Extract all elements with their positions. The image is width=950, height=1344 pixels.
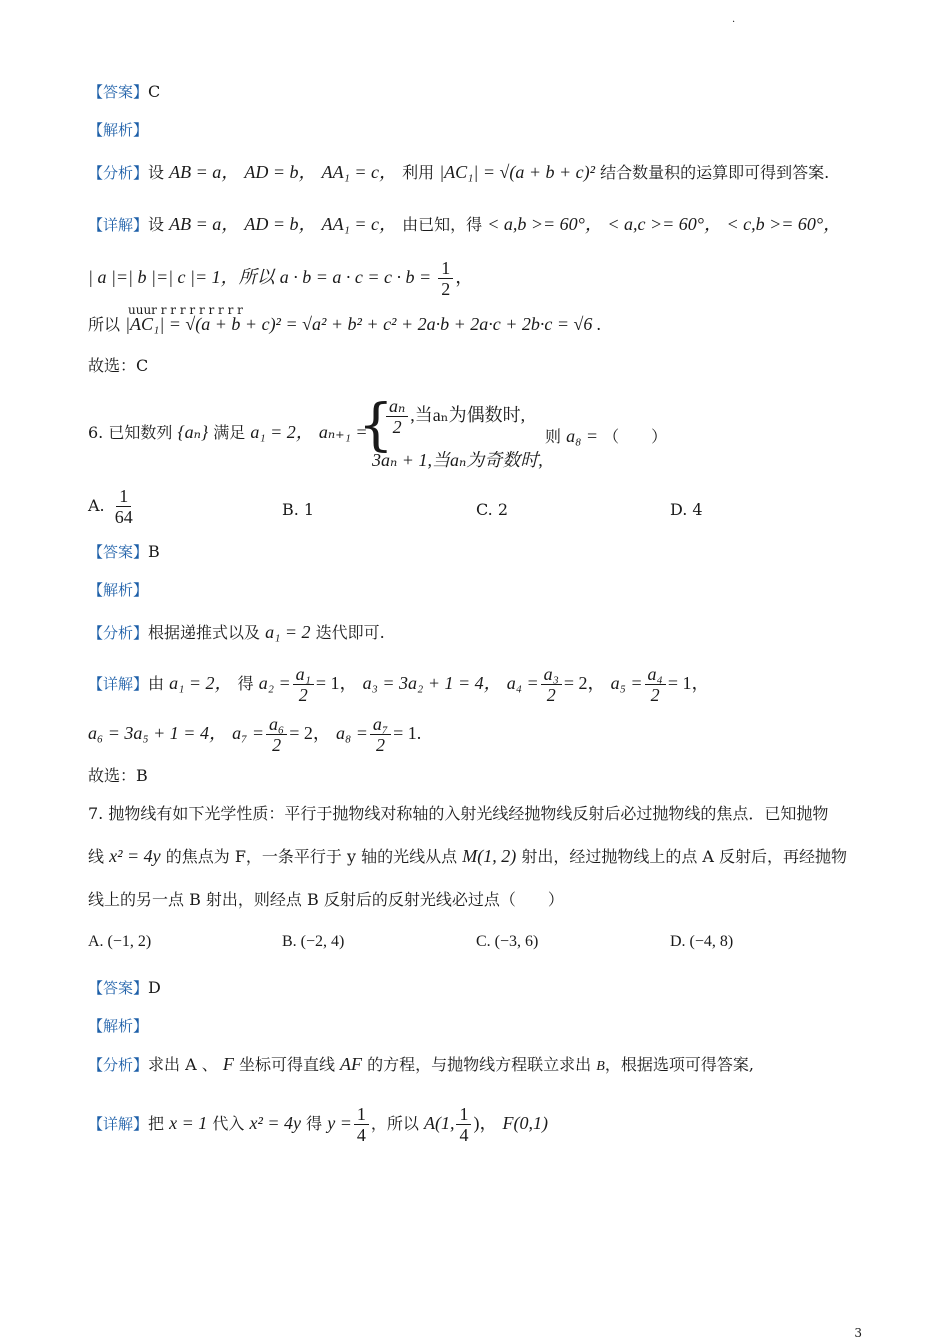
text: 设 xyxy=(148,163,165,182)
text: 6. 已知数列 xyxy=(88,423,173,442)
text: 射出，经过抛物线上的点 A 反射后，再经抛物 xyxy=(521,847,848,866)
text: 求出 A 、 xyxy=(148,1055,218,1074)
fenxi-tag: 【分析】 xyxy=(88,1056,149,1074)
fenxi-tag: 【分析】 xyxy=(88,164,149,182)
formula: a₂ = xyxy=(258,673,291,693)
formula: a₈ = xyxy=(335,723,368,743)
fraction-denominator: 64 xyxy=(114,507,133,527)
fraction-denominator: 2 xyxy=(272,735,282,755)
text: 的方程，与抛物线方程联立求出 xyxy=(367,1055,592,1074)
text: 设 xyxy=(148,215,165,234)
fraction-denominator: 2 xyxy=(650,685,660,705)
q7-option-d: D. (−4, 8) xyxy=(670,933,734,950)
fenxi-tag: 【分析】 xyxy=(88,624,149,642)
formula: a₆ = 3a₅ + 1 = 4， xyxy=(88,723,227,743)
fraction xyxy=(293,664,314,705)
formula: aₙ₊₁ = xyxy=(318,422,368,442)
formula: x² = 4y xyxy=(249,1113,301,1133)
formula: = 2， xyxy=(289,723,331,743)
fraction-denominator: 2 xyxy=(298,685,308,705)
text: 迭代即可. xyxy=(315,623,385,642)
fraction xyxy=(386,396,408,437)
formula: |AC₁| = √(a + b + c)² = √a² + b² + c² + 2a·b + 2a·c + 2b·c = √6 . xyxy=(125,314,602,334)
fraction-denominator: 4 xyxy=(459,1125,469,1145)
text: 线 xyxy=(88,847,105,866)
formula: x² = 4y xyxy=(109,846,161,866)
q5-xiangjie-line1 xyxy=(88,212,841,237)
formula: a · b = a · c = c · b = xyxy=(279,267,432,287)
formula: A(1, xyxy=(423,1113,455,1133)
formula: = 1， xyxy=(667,673,710,693)
fraction-denominator: 2 xyxy=(376,735,386,755)
fraction-numerator: 1 xyxy=(456,1104,471,1125)
q6-option-a xyxy=(88,486,138,527)
formula: a₅ = xyxy=(610,673,643,693)
q6-xiangjie-line1 xyxy=(88,664,709,705)
header-dot: . xyxy=(732,14,736,25)
text: 根据递推式以及 xyxy=(148,623,261,642)
q6-case2 xyxy=(372,448,543,473)
q5-vector-marks: uuur r r r r r r r r r xyxy=(128,303,243,317)
formula: AA₁ = c， xyxy=(321,214,397,234)
text: 把 xyxy=(148,1114,165,1133)
text: ,当aₙ为偶数时, xyxy=(410,405,526,425)
xiangjie-tag: 【详解】 xyxy=(88,216,149,234)
q6-stem xyxy=(88,420,368,445)
analysis-tag: 【解析】 xyxy=(88,121,149,139)
formula: AA₁ = c， xyxy=(321,162,397,182)
xiangjie-tag: 【详解】 xyxy=(88,675,149,693)
fraction xyxy=(266,714,287,755)
formula: AD = b， xyxy=(244,214,317,234)
fraction xyxy=(645,664,666,705)
text: ，根据选项可得答案, xyxy=(604,1055,754,1074)
text: ，所以 xyxy=(370,1114,419,1133)
formula: = 1. xyxy=(393,723,422,743)
q7-stem-line3: 线上的另一点 B 射出，则经点 B 反射后的反射光线必过点（ ） xyxy=(88,890,564,909)
fraction xyxy=(541,664,562,705)
q6-xiangjie-line2 xyxy=(88,714,421,755)
q5-answer xyxy=(88,80,160,104)
text: 的焦点为 F，一条平行于 y 轴的光线从点 xyxy=(165,847,458,866)
page-number: 3 xyxy=(854,1326,862,1340)
analysis-tag: 【解析】 xyxy=(88,581,149,599)
fraction-numerator: a₃ xyxy=(541,664,562,685)
formula: y = xyxy=(327,1113,352,1133)
formula: AD = b， xyxy=(244,162,317,182)
formula: F(0,1) xyxy=(502,1113,549,1133)
q6-choose: 故选：B xyxy=(88,766,148,785)
q7-option-b: B. (−2, 4) xyxy=(282,933,345,950)
answer-value: D xyxy=(148,978,161,997)
fraction-numerator: a₇ xyxy=(370,714,391,735)
q6-option-b: B. 1 xyxy=(282,500,315,519)
formula: AB = a， xyxy=(169,162,240,182)
fraction-numerator: 1 xyxy=(116,486,131,507)
q6-option-d: D. 4 xyxy=(670,500,703,519)
text: 利用 xyxy=(402,163,435,182)
q7-fenxi xyxy=(88,1052,754,1079)
q7-xiangjie xyxy=(88,1104,548,1145)
q7-analysis-heading xyxy=(88,1014,148,1038)
formula: )， xyxy=(473,1113,498,1133)
fraction xyxy=(112,486,136,527)
formula: a₁ = 2， xyxy=(169,673,233,693)
formula: |AC₁| = √(a + b + c)² xyxy=(439,162,596,182)
formula: a₄ = xyxy=(506,673,539,693)
formula: a₃ = 3a₂ + 1 = 4， xyxy=(362,673,502,693)
formula: | a |=| b |=| c |= 1，所以 xyxy=(88,267,275,287)
text: 则 xyxy=(545,427,562,446)
fraction-denominator: 2 xyxy=(392,417,402,437)
fraction xyxy=(354,1104,369,1145)
text: 由 xyxy=(148,674,165,693)
q6-case1 xyxy=(384,396,525,437)
fraction-denominator: 2 xyxy=(441,279,451,299)
q7-stem-line1: 7. 抛物线有如下光学性质：平行于抛物线对称轴的入射光线经抛物线反射后必过抛物线的焦点．已知抛物 xyxy=(88,804,829,823)
q7-option-c: C. (−3, 6) xyxy=(476,933,539,950)
formula: = 2， xyxy=(563,673,606,693)
fraction-numerator: a₄ xyxy=(645,664,666,685)
q7-stem-line2 xyxy=(88,844,847,869)
xiangjie-tag: 【详解】 xyxy=(88,1115,149,1133)
option-label: A. xyxy=(88,496,105,515)
q5-analysis-heading xyxy=(88,118,148,142)
text: 得 xyxy=(306,1114,323,1133)
formula: < a,b >= 60°， < a,c >= 60°， < c,b >= 60°， xyxy=(487,214,842,234)
fraction xyxy=(456,1104,471,1145)
fraction-denominator: 4 xyxy=(356,1125,366,1145)
formula: AF xyxy=(340,1054,363,1074)
answer-tag: 【答案】 xyxy=(88,979,149,997)
text: 由已知，得 xyxy=(402,215,483,234)
text: 坐标可得直线 xyxy=(238,1055,335,1074)
answer-tag: 【答案】 xyxy=(88,543,149,561)
q5-fenxi xyxy=(88,160,829,185)
fraction-numerator: a₁ xyxy=(293,664,314,685)
fraction-numerator: a₆ xyxy=(266,714,287,735)
formula: {aₙ} xyxy=(177,422,209,442)
formula: AB = a， xyxy=(169,214,240,234)
q6-option-c: C. 2 xyxy=(476,500,509,519)
fraction-denominator: 2 xyxy=(546,685,556,705)
formula: a₁ = 2 xyxy=(265,622,311,642)
formula: a₁ = 2， xyxy=(250,422,314,442)
q5-choose: 故选：C xyxy=(88,356,149,375)
fraction-numerator: aₙ xyxy=(386,396,408,417)
fraction xyxy=(370,714,391,755)
analysis-tag: 【解析】 xyxy=(88,1017,149,1035)
formula: M(1, 2) xyxy=(462,846,517,866)
q6-answer xyxy=(88,540,160,564)
q6-stem-end xyxy=(545,424,667,449)
text: （ ） xyxy=(603,427,668,446)
fraction-numerator: 1 xyxy=(438,258,453,279)
fraction-numerator: 1 xyxy=(354,1104,369,1125)
q6-fenxi xyxy=(88,620,385,645)
text: 代入 xyxy=(212,1114,245,1133)
q6-analysis-heading xyxy=(88,578,148,602)
formula: a₈ = xyxy=(566,426,599,446)
text: 得 xyxy=(237,674,254,693)
answer-value: B xyxy=(148,542,160,561)
q5-xiangjie-line2: | a |=| b |=| c |= 1，所以 a · b = a · c = c · b = $\frac{1}{2}$ ， xyxy=(88,258,474,299)
text: 所以 xyxy=(88,315,121,334)
fraction xyxy=(438,258,453,299)
answer-tag: 【答案】 xyxy=(88,83,149,101)
text: 结合数量积的运算即可得到答案. xyxy=(600,163,830,182)
formula: a₇ = xyxy=(232,723,264,743)
formula: B xyxy=(596,1059,605,1074)
formula: = 1， xyxy=(315,673,358,693)
answer-value: C xyxy=(148,82,161,101)
q5-xiangjie-line3 xyxy=(88,312,601,337)
q7-answer xyxy=(88,976,161,1000)
text: 3aₙ + 1,当aₙ为奇数时, xyxy=(372,450,543,470)
case-brace: { xyxy=(358,393,394,458)
formula: F xyxy=(222,1054,234,1074)
formula: x = 1 xyxy=(169,1113,208,1133)
q7-option-a: A. (−1, 2) xyxy=(88,933,152,950)
text: 满足 xyxy=(213,423,246,442)
